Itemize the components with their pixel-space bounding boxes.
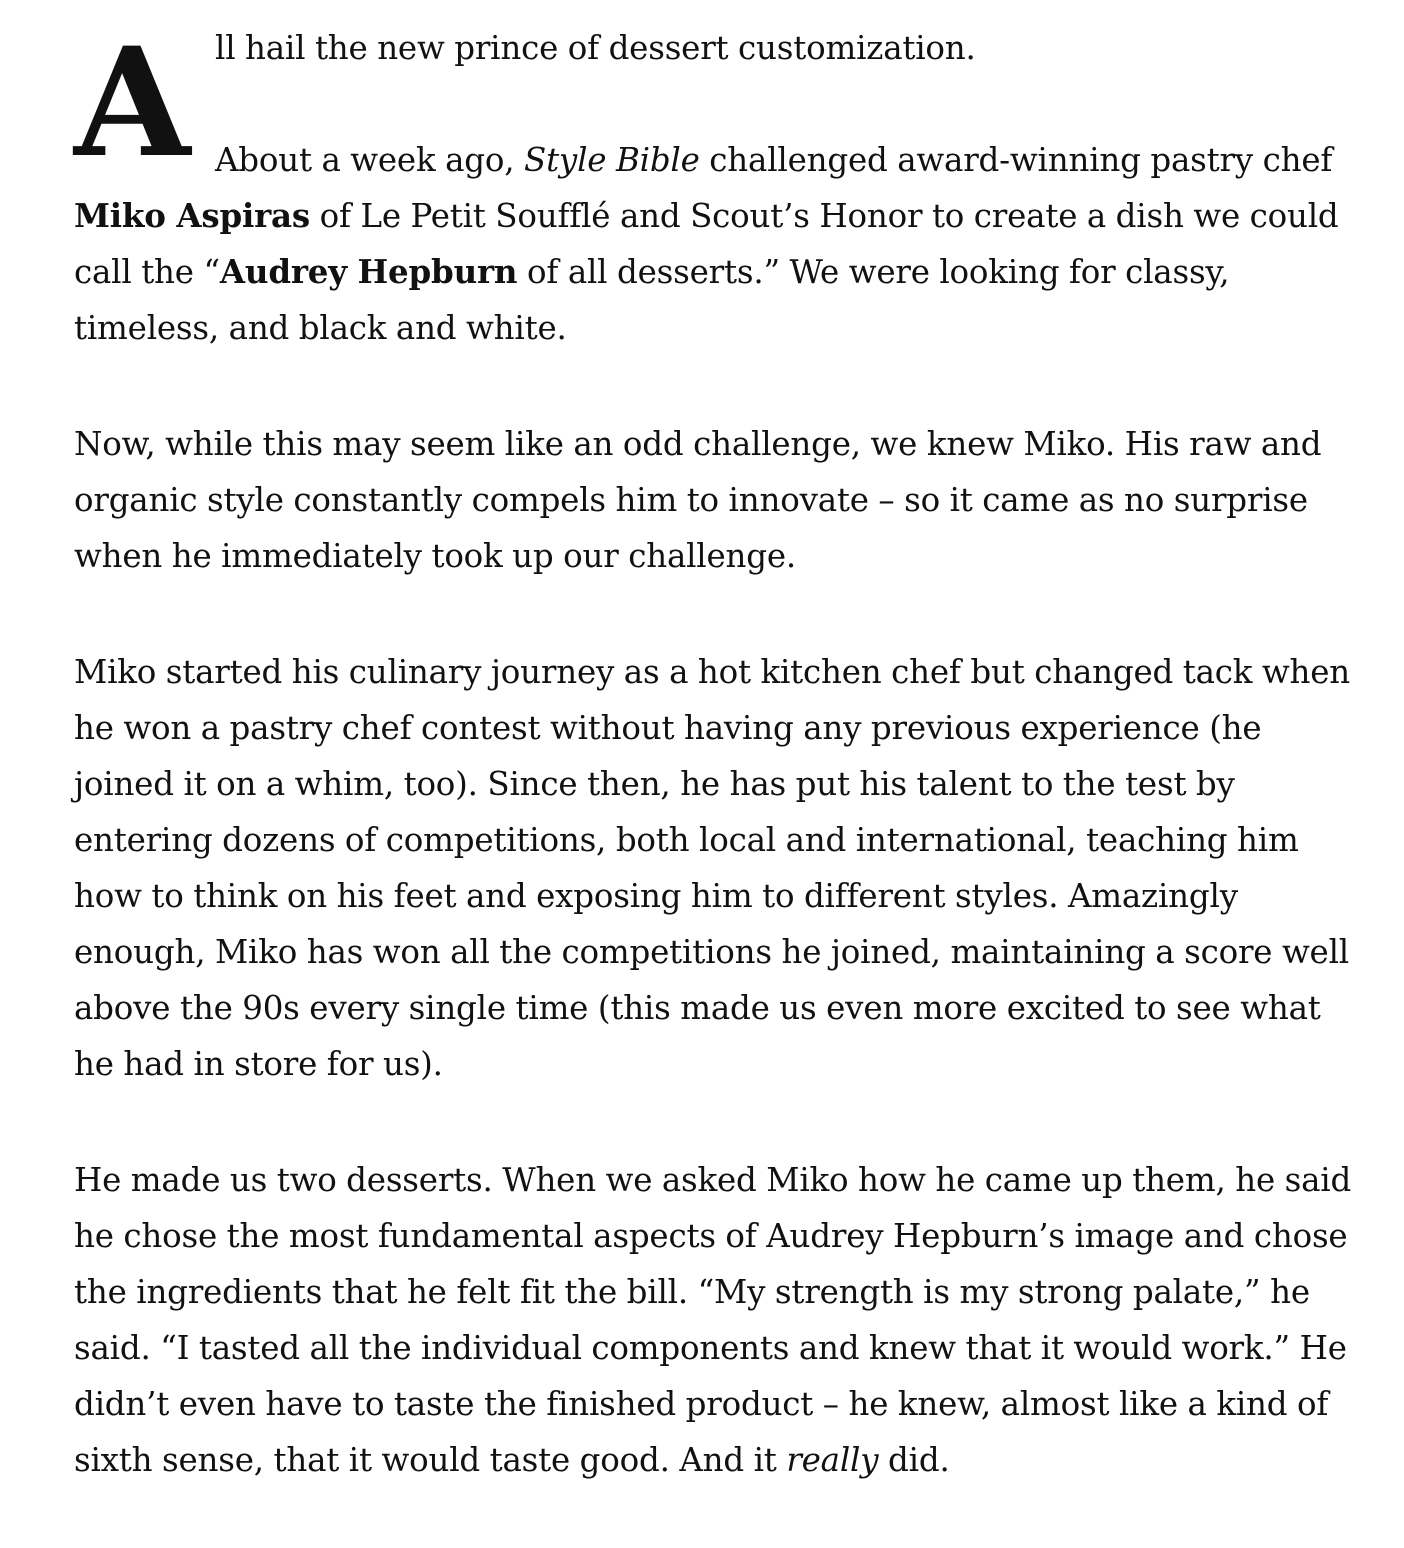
paragraph-style: Now, while this may seem like an odd challenge, we knew Miko. His raw and organic style constantly compels him to innovate – so it came as no surprise when he immediately took up our challenge. — [74, 425, 1322, 575]
icon-name: Audrey Hepburn — [219, 252, 518, 291]
paragraph-text: did. — [878, 1441, 950, 1479]
intro-line: ll hail the new prince of dessert customization. — [215, 29, 976, 67]
article-body — [74, 15, 1364, 1548]
publication-name: Style Bible — [524, 141, 700, 179]
paragraph-challenge — [74, 132, 1364, 356]
paragraph-text: of Le Petit Soufflé and Scout’s Honor to create a dish we could call the “ — [74, 197, 1339, 291]
paragraph-text: He made us two desserts. When we asked Miko how he came up them, he said he chose the most fundamental aspects of Audrey Hepburn’s image and chose the ingredients that he felt fit the bill. “My strength is my strong palate,” he said. “I tasted all the individual components and knew that it would work.” He didn’t even have to taste the finished product – he knew, almost like a kind of sixth sense, that it would taste good. And it — [74, 1161, 1352, 1479]
paragraph-text: challenged award-winning pastry chef — [699, 141, 1333, 179]
paragraph-text: About a week ago, — [215, 141, 524, 179]
drop-cap: A — [74, 15, 191, 191]
chef-name: Miko Aspiras — [74, 196, 310, 235]
paragraph-desserts — [74, 1152, 1364, 1488]
emphasis-text: really — [786, 1441, 879, 1479]
paragraph-text: of all desserts.” We were looking for classy, timeless, and black and white. — [74, 253, 1230, 347]
paragraph-journey: Miko started his culinary journey as a hot kitchen chef but changed tack when he won a pastry chef contest without having any previous experience (he joined it on a whim, too). Since then, he has put his talent to the test by entering dozens of competitions, both local and international, teaching him how to think on his feet and exposing him to different styles. Amazingly enough, Miko has won all the competitions he joined, maintaining a score well above the 90s every single time (this made us even more excited to see what he had in store for us). — [74, 653, 1351, 1083]
